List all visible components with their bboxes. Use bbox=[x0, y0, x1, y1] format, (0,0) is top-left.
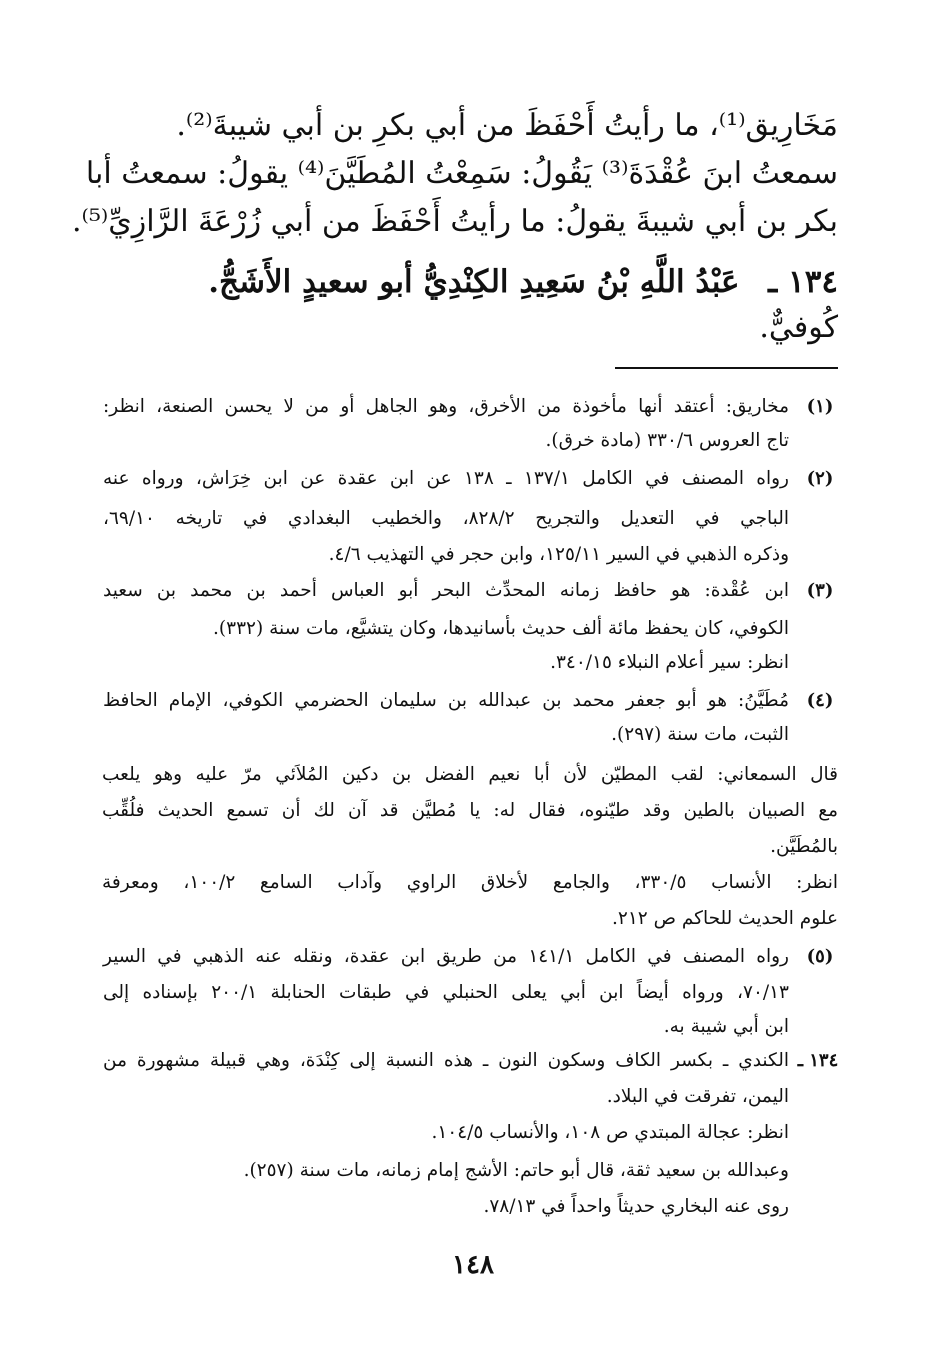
footnote-4-line-1: مُطَيَّنُ: هو أبو جعفر محمد بن عبدالله بن سليمان الحضرمي الكوفي، الإمام الحافظ bbox=[103, 690, 789, 711]
entry-number: ١٣٤ ـ bbox=[768, 264, 838, 300]
entry-note-line-5: روى عنه البخاري حديثاً واحداً في ٧٨/١٣. bbox=[483, 1196, 789, 1217]
footnote-1-line-1: مخاريق: أعتقد أنها مأخوذة من الأخرق، وهو الجاهل أو من لا يحسن الصنعة، انظر: bbox=[103, 396, 789, 417]
footnote-4-line-7: علوم الحديث للحاكم ص ٢١٢. bbox=[612, 908, 838, 929]
main-text-line-3: بكر بن أبي شيبةَ يقولُ: ما رأيتُ أَحْفَظَ من أبي زُرْعَةَ الرَّازِيِّ⁽⁵⁾. bbox=[71, 204, 838, 239]
footnote-marker-4: (٤) bbox=[806, 690, 834, 711]
footnote-3-line-3: انظر: سير أعلام النبلاء ٣٤٠/١٥. bbox=[550, 652, 789, 673]
footnote-4-line-3: قال السمعاني: لقب المطيّن لأن أبا نعيم الفضل بن دكين المُلاَئي مرّ عليه وهو يلعب bbox=[102, 764, 838, 785]
main-text-line-2: سمعتُ ابنَ عُقْدَةَ⁽³⁾ يَقُولُ: سَمِعْتُ المُطَيَّنَ⁽⁴⁾ يقولُ: سمعتُ أبا bbox=[85, 156, 838, 191]
footnote-3-line-2: الكوفي، كان يحفظ مائة ألف حديث بأسانيدها، وكان يتشيَّع، مات سنة (٣٣٢). bbox=[213, 618, 789, 639]
entry-note-line-4: وعبدالله بن سعيد ثقة، قال أبو حاتم: الأشج إمام زمانه، مات سنة (٢٥٧). bbox=[243, 1160, 789, 1181]
footnote-4-line-2: الثبت، مات سنة (٢٩٧). bbox=[611, 724, 789, 745]
footnote-marker-2: (٢) bbox=[806, 468, 834, 489]
entry-heading bbox=[108, 260, 838, 305]
footnote-4-line-5: بالمُطَيَّن. bbox=[770, 836, 838, 857]
footnote-1-line-2: تاج العروس ٣٣٠/٦ (مادة خرق). bbox=[545, 430, 789, 451]
entry-note-line-2: اليمن، تفرقت في البلاد. bbox=[606, 1086, 789, 1107]
entry-note-line-1: الكندي ـ بكسر الكاف وسكون النون ـ هذه النسبة إلى كِنْدَة، وهي قبيلة مشهورة من bbox=[103, 1050, 789, 1071]
footnote-marker-3: (٣) bbox=[806, 580, 834, 601]
entry-note-marker: ١٣٤ ـ bbox=[797, 1050, 839, 1071]
footnote-5-line-3: ابن أبي شيبة به. bbox=[663, 1016, 789, 1037]
footnote-4-line-6: انظر: الأنساب ٣٣٠/٥، والجامع لأخلاق الراوي وآداب السامع ١٠٠/٢، ومعرفة bbox=[102, 872, 838, 893]
footnote-separator bbox=[615, 367, 838, 369]
main-text-line-1: مَخَارِيق⁽¹⁾، ما رأيتُ أَحْفَظَ من أبي بكرِ بن أبي شيبةَ⁽²⁾. bbox=[176, 108, 838, 143]
footnote-4-line-4: مع الصبيان بالطين وقد طيّنوه، فقال له: يا مُطيَّن قد آن لك أن تسمع الحديث فلُقِّب bbox=[102, 800, 838, 821]
page-number: ١٤٨ bbox=[452, 1250, 494, 1280]
footnote-5-line-1: رواه المصنف في الكامل ١٤١/١ من طريق ابن عقدة، ونقله عنه الذهبي في السير bbox=[103, 946, 789, 967]
footnote-marker-5: (٥) bbox=[806, 946, 834, 967]
footnote-2-line-1: رواه المصنف في الكامل ١٣٧/١ ـ ١٣٨ عن ابن عقدة عن ابن خِرَاش، ورواه عنه bbox=[103, 468, 789, 489]
footnote-2-line-2: الباجي في التعديل والتجريح ٨٢٨/٢، والخطيب البغدادي في تاريخه ٦٩/١٠، bbox=[103, 508, 790, 529]
entry-origin: كُوفيٌّ. bbox=[759, 310, 838, 345]
entry-note-line-3: انظر: عجالة المبتدي ص ١٠٨، والأنساب ١٠٤/٥. bbox=[431, 1122, 789, 1143]
footnote-marker-1: (١) bbox=[806, 396, 834, 417]
footnote-2-line-3: وذكره الذهبي في السير ١٢٥/١١، وابن حجر في التهذيب ٤/٦. bbox=[328, 544, 789, 565]
footnote-3-line-1: ابن عُقْدة: هو حافظ زمانه المحدِّث البحر أبو العباس أحمد بن محمد بن سعيد bbox=[103, 580, 789, 601]
footnote-5-line-2: ٧٠/١٣، ورواه أيضاً ابن أبي يعلى الحنبلي في طبقات الحنابلة ٢٠٠/١ بإسناده إلى bbox=[103, 982, 789, 1003]
entry-title: عَبْدُ اللَّهِ بْنُ سَعِيدِ الكِنْدِيُّ أبو سعيدٍ الأَشَجُّ. bbox=[208, 264, 740, 300]
